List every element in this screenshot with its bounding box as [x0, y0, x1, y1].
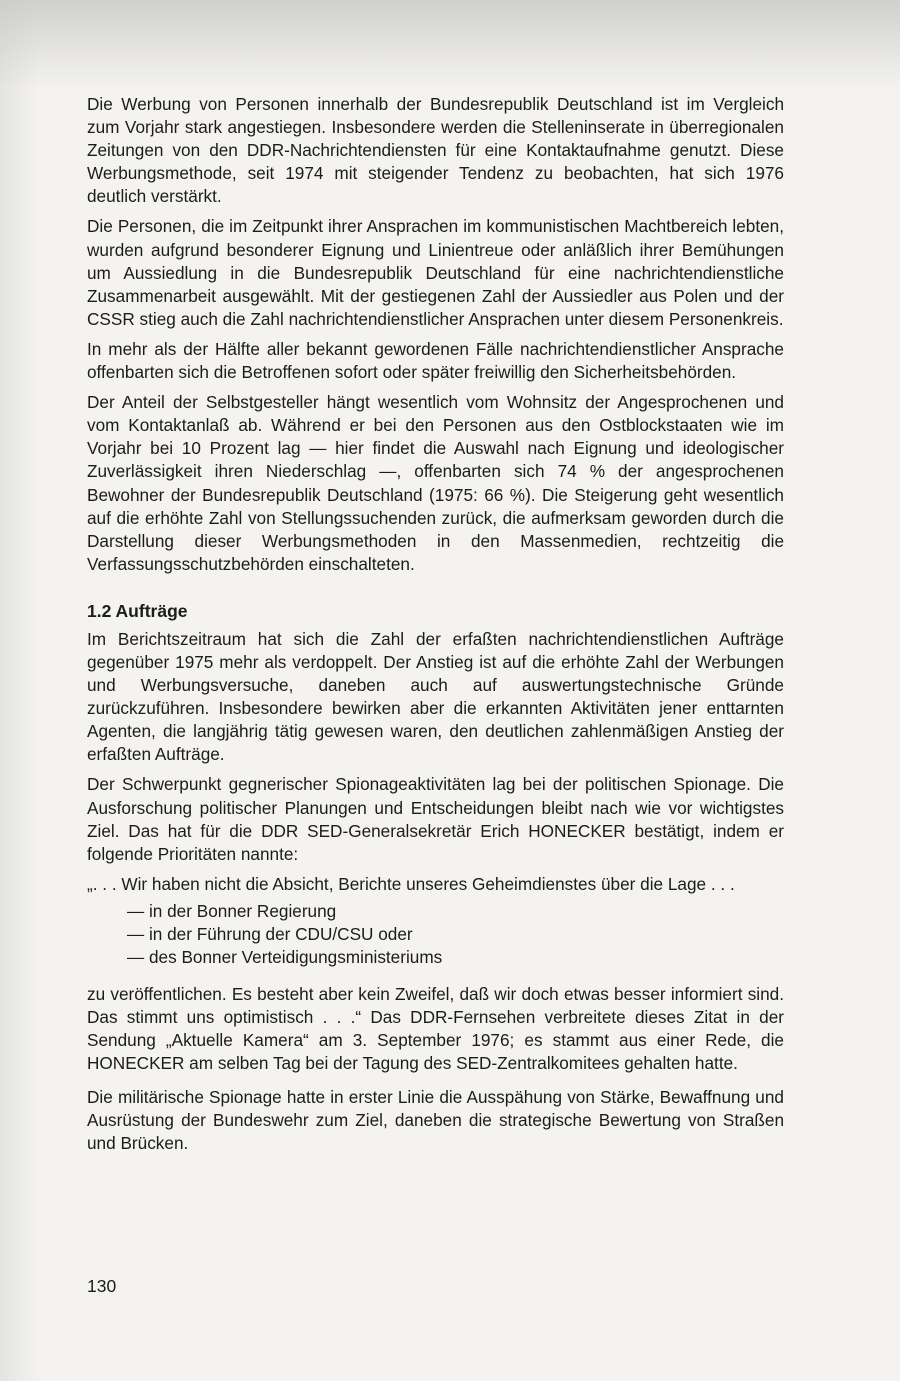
document-page	[87, 93, 784, 1162]
paragraph-werbung: Die Werbung von Personen innerhalb der Bundesrepublik Deutschland ist im Vergleich zum Vorjahr stark angestiegen. Insbesondere werden die Stelleninserate in überregionalen Zeitungen von den DDR-Nachrichtendiensten für eine Kontaktaufnahme genutzt. Diese Werbungsmethode, seit 1974 mit steigender Tendenz zu beobachten, hat sich 1976 deutlich verstärkt.	[87, 94, 784, 207]
scan-shadow-left	[0, 0, 40, 1381]
paragraph-personen: Die Personen, die im Zeitpunkt ihrer Ansprachen im kommunistischen Machtbereich lebten, wurden aufgrund besonderer Eignung und Linientreue oder anläßlich ihrer Bemühungen um Aussiedlung in die Bundesrepublik Deutschland für eine nachrichtendienstliche Zusammenarbeit ausgewählt. Mit der gestiegenen Zahl der Aussiedler aus Polen und der CSSR stieg auch die Zahl nachrichtendienstlicher Ansprachen unter diesem Personenkreis.	[87, 216, 784, 329]
paragraph-militaerisch: Die militärische Spionage hatte in erster Linie die Ausspähung von Stärke, Bewaffnung und Ausrüstung der Bundeswehr zum Ziel, daneben die strategische Bewertung von Straßen und Brücken.	[87, 1086, 784, 1153]
paragraph-selbstgesteller: Der Anteil der Selbstgesteller hängt wesentlich vom Wohnsitz der Angesprochenen und vom Kontaktanlaß ab. Während er bei den Personen aus den Ostblockstaaten wie im Vorjahr bei 10 Prozent lag — hier findet die Auswahl nach Eignung und ideologischer Zuverlässigkeit ihren Niederschlag —, offenbarten sich 74 % der angesprochenen Bewohner der Bundesrepublik Deutschland (1975: 66 %). Die Steigerung geht wesentlich auf die erhöhte Zahl von Stellungssuchenden zurück, die aufmerksam geworden durch die Darstellung dieser Werbungsmethoden in den Massenmedien, rechtzeitig die Verfassungsschutzbehörden einschalteten.	[87, 392, 784, 574]
quote-intro: „. . . Wir haben nicht die Absicht, Berichte unseres Geheimdienstes über die Lage . . .	[87, 873, 735, 894]
quote-continuation: zu veröffentlichen. Es besteht aber kein Zweifel, daß wir doch etwas besser informiert sind. Das stimmt uns optimistisch . . .“ Das DDR-Fernsehen verbreitete dieses Zitat in der Sendung „Aktuelle Kamera“ am 3. September 1976; es stammt aus einer Rede, die HONECKER am selben Tag bei der Tagung des SED-Zentralkomitees gehalten hatte.	[87, 984, 784, 1074]
paragraph-berichtszeitraum: Im Berichtszeitraum hat sich die Zahl der erfaßten nachrichtendienstlichen Aufträge gegenüber 1975 mehr als verdoppelt. Der Anstieg ist auf die erhöhte Zahl der Werbungen und Werbungsversuche, daneben auch auf auswertungstechnische Gründe zurückzuführen. Insbesondere bewirken aber die erkannten Aktivitäten jener enttarnten Agenten, die langjährig tätig gewesen waren, den deutlichen zahlenmäßigen Anstieg der erfaßten Aufträge.	[87, 628, 784, 765]
quote-list-item: — in der Führung der CDU/CSU oder	[127, 924, 413, 944]
quote-list-item: — in der Bonner Regierung	[127, 900, 337, 921]
quote-list-item: — des Bonner Verteidigungsministeriums	[127, 947, 443, 968]
scan-shadow-top	[0, 0, 900, 90]
paragraph-haelfte: In mehr als der Hälfte aller bekannt gewordenen Fälle nachrichtendienstlicher Ansprache offenbarten sich die Betroffenen sofort oder später freiwillig den Sicherheitsbehörden.	[87, 338, 784, 383]
quote-list	[127, 900, 784, 969]
section-heading: 1.2 Aufträge	[87, 600, 188, 621]
paragraph-schwerpunkt: Der Schwerpunkt gegnerischer Spionageaktivitäten lag bei der politischen Spionage. Die Ausforschung politischer Planungen und Entscheidungen bleibt nach wie vor wichtigstes Ziel. Das hat für die DDR SED-Generalsekretär Erich HONECKER bestätigt, indem er folgende Prioritäten nannte:	[87, 774, 784, 864]
page-number: 130	[87, 1276, 117, 1296]
